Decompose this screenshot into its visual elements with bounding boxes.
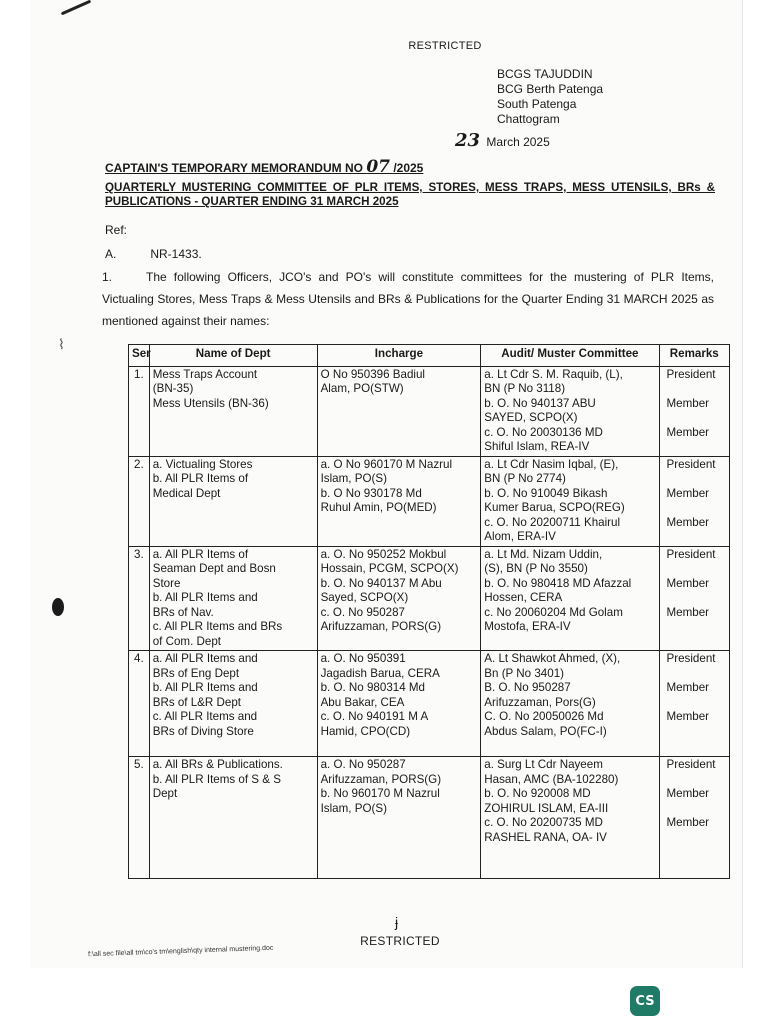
cell-audit-line: a. Lt Cdr Nasim Iqbal, (E), [484,457,619,471]
cell-incharge-line: c. O. No 940191 M A [320,710,429,723]
cell-ser: 2. [129,456,150,546]
cell-incharge-line: Hossain, PCGM, SCPO(X) [320,562,459,575]
cell-incharge [317,757,481,879]
cell-audit-line: Shiful Islam, REA-IV [484,440,590,453]
header-audit: Audit/ Muster Committee [481,345,659,367]
cell-audit-line: b. O. No 980418 MD Afazzal [484,576,632,590]
cell-dept [149,546,317,651]
cell-incharge-line: c. O. No 950287 [320,605,406,619]
cell-remarks-line: Member [666,681,710,694]
paragraph-1 [102,266,714,332]
scanner-logo: CS [630,986,660,1016]
cell-dept-line: Medical Dept [152,486,221,500]
cell-audit [481,456,659,546]
cell-incharge-line: b. O. No 980314 Md [320,681,425,694]
cell-remarks-line: President [666,367,716,381]
cell-incharge-line: Sayed, SCPO(X) [320,591,409,604]
cell-audit [481,651,659,757]
header-ser: Ser [129,345,150,367]
cell-remarks [659,546,729,651]
memo-subject: QUARTERLY MUSTERING COMMITTEE OF PLR ITEMS, STORES, MESS TRAPS, MESS UTENSILS, BRs & PUBLICATIONS - QUARTER ENDING 31 MARCH 2025 [105,181,715,208]
table-header-row [129,345,730,367]
date-month-year: March 2025 [486,135,550,149]
cell-incharge-line: Arifuzzaman, PORS(G) [320,772,442,786]
memo-title-suffix: /2025 [393,161,424,175]
pen-tick-mark: ɉ [395,914,399,930]
cell-audit-line: C. O. No 20050026 Md [484,710,604,723]
cell-remarks-line: Member [666,515,710,529]
cell-remarks-line: Member [666,425,710,439]
cell-remarks-line [663,667,726,682]
cell-audit-line: c. No 20060204 Md Golam [484,605,623,619]
cell-remarks-line: President [666,758,716,771]
cell-audit-line: c. O. No 20200711 Khairul [484,515,621,529]
cell-audit-line: Kumer Barua, SCPO(REG) [484,501,625,514]
cell-incharge-line: a. O. No 950287 [320,758,406,771]
cell-audit-line: b. O. No 940137 ABU [484,396,596,410]
memo-date [455,130,550,151]
cell-audit-line: ZOHIRUL ISLAM, EA-III [484,801,609,815]
cell-dept-line: BRs of L&R Dept [152,695,241,709]
cell-dept-line: BRs of Eng Dept [152,666,240,680]
table-row [129,366,730,456]
cell-remarks-line: Member [666,816,710,829]
cell-dept-line: Mess Traps Account [152,367,258,381]
cell-incharge-line: Arifuzzaman, PORS(G) [320,620,442,633]
cell-dept-line: BRs of Nav. [152,605,214,619]
cell-remarks-line [663,802,726,817]
cell-dept-line: Mess Utensils (BN-36) [152,396,269,410]
cell-incharge-line: a. O No 960170 M Nazrul [320,457,453,471]
cell-audit-line: (S), BN (P No 3550) [484,562,588,575]
cell-incharge [317,456,481,546]
cell-remarks-line: Member [666,710,710,723]
cell-remarks [659,456,729,546]
cell-audit-line: Bn (P No 3401) [484,666,564,680]
handwritten-memo-number: 07 [366,157,390,177]
cell-dept-line: (BN-35) [152,382,194,395]
cell-incharge-line: O No 950396 Badiul [320,367,425,381]
cell-dept-line: a. All BRs & Publications. [152,758,283,771]
header-remarks: Remarks [659,345,729,367]
cell-dept-line: Store [152,576,181,590]
punch-hole [52,598,64,616]
header-dept: Name of Dept [149,345,317,367]
cell-audit-line: BN (P No 3118) [484,382,566,395]
cell-dept-line: Seaman Dept and Bosn [152,562,276,575]
cell-dept [149,651,317,757]
address-line: BCGS TAJUDDIN [497,67,593,81]
cell-dept-line: Dept [152,787,178,800]
cell-audit-line: RASHEL RANA, OA- IV [484,830,607,844]
cell-dept-line: a. All PLR Items of [152,547,249,561]
cell-remarks-line: Member [666,396,710,410]
cell-audit-line: A. Lt Shawkot Ahmed, (X), [484,652,621,665]
cell-remarks-line [663,411,726,426]
cell-audit-line: c. O. No 20200735 MD [484,816,603,829]
cell-audit-line: Hasan, AMC (BA-102280) [484,772,619,786]
cell-dept-line: b. All PLR Items of S & S [152,772,281,786]
cell-dept-line: b. All PLR Items and [152,591,258,604]
cell-dept-line: a. All PLR Items and [152,652,258,665]
cell-incharge-line: Abu Bakar, CEA [320,695,405,709]
cell-dept [149,757,317,879]
table-body [129,366,730,879]
cell-audit-line: b. O. No 910049 Bikash [484,486,608,500]
cell-remarks [659,651,729,757]
cell-remarks-line [663,382,726,397]
cell-incharge-line: b. O. No 940137 M Abu [320,576,442,590]
cell-remarks [659,757,729,879]
cell-dept-line: of Com. Dept [152,634,222,648]
cell-remarks-line [663,591,726,606]
cell-audit-line: Mostofa, ERA-IV [484,620,571,633]
ref-label: Ref: [105,223,128,237]
margin-mark: ⌇ [58,336,65,352]
cell-audit-line: Arifuzzaman, Pors(G) [484,695,596,709]
paragraph-text: The following Officers, JCO's and PO's will constitute committees for the mustering of PLR Items, Victualing Stores, Mess Traps & Mess Utensils and BRs & Publications for the Quarter Ending 31 MARCH 2025 as mentioned against their names: [102,270,714,328]
cell-audit-line: a. Surg Lt Cdr Nayeem [484,758,603,771]
cell-audit-line: Alom, ERA-IV [484,530,556,543]
memo-title [105,157,423,177]
cell-dept [149,456,317,546]
cell-incharge-line: Ruhul Amin, PO(MED) [320,501,437,514]
table-row [129,757,730,879]
cell-incharge-line: Alam, PO(STW) [320,382,404,395]
restricted-footer: RESTRICTED [360,934,440,948]
sender-address [497,67,603,127]
cell-remarks-line [663,472,726,487]
cell-ser: 4. [129,651,150,757]
address-line: South Patenga [497,97,577,111]
cell-incharge-line: Hamid, CPO(CD) [320,724,411,738]
cell-audit [481,546,659,651]
ref-item-text: NR-1433. [150,247,202,261]
cell-remarks-line: Member [666,787,710,800]
cell-dept-line: BRs of Diving Store [152,724,254,738]
cell-audit [481,366,659,456]
table-row [129,651,730,757]
cell-ser: 1. [129,366,150,456]
handwritten-day: 23 [455,130,481,151]
ref-item-index: A. [105,247,117,261]
cell-audit-line: a. Lt Cdr S. M. Raquib, (L), [484,367,623,381]
cell-audit [481,757,659,879]
cell-dept-line: b. All PLR Items and [152,681,258,694]
address-line: BCG Berth Patenga [497,82,604,96]
table-row [129,546,730,651]
committee-table [128,344,730,879]
cell-remarks-line [663,773,726,788]
table-row [129,456,730,546]
paragraph-index: 1. [102,270,113,284]
cell-audit-line: b. O. No 920008 MD [484,787,591,800]
cell-remarks-line: Member [666,576,710,590]
header-incharge: Incharge [317,345,481,367]
cell-incharge-line: Jagadish Barua, CERA [320,666,440,680]
memo-title-prefix: CAPTAIN'S TEMPORARY MEMORANDUM NO [105,161,363,175]
cell-audit-line: Hossen, CERA [484,591,563,604]
cell-remarks-line: Member [666,605,710,619]
cell-remarks-line [663,562,726,577]
cell-remarks-line [663,501,726,516]
cell-incharge-line: b. O No 930178 Md [320,486,422,500]
cell-audit-line: a. Lt Md. Nizam Uddin, [484,547,603,561]
cell-incharge [317,366,481,456]
ref-item [105,247,202,261]
cell-incharge [317,651,481,757]
cell-remarks-line [663,696,726,711]
restricted-header: RESTRICTED [408,40,482,52]
cell-remarks-line: President [666,457,716,471]
cell-remarks-line: Member [666,486,710,500]
cell-remarks-line: President [666,652,716,665]
cell-dept-line: a. Victualing Stores [152,457,253,471]
cell-audit-line: B. O. No 950287 [484,681,571,694]
cell-audit-line: BN (P No 2774) [484,472,566,485]
cell-dept-line: c. All PLR Items and [152,710,258,723]
cell-ser: 3. [129,546,150,651]
cell-incharge-line: b. No 960170 M Nazrul [320,787,440,800]
cell-dept-line: b. All PLR Items of [152,472,249,485]
cell-remarks [659,366,729,456]
cell-dept-line: c. All PLR Items and BRs [152,620,283,633]
cell-incharge-line: a. O. No 950391 [320,652,406,665]
cell-audit-line: c. O. No 20030136 MD [484,425,603,439]
address-line: Chattogram [497,112,560,126]
cell-dept [149,366,317,456]
cell-incharge-line: Islam, PO(S) [320,801,387,815]
cell-ser: 5. [129,757,150,879]
file-path: f:\all sec file\all tm\co's tm\english\qty internal mustering.doc [87,944,274,959]
cell-audit-line: Abdus Salam, PO(FC-I) [484,724,607,738]
cell-incharge-line: Islam, PO(S) [320,472,387,485]
cell-remarks-line: President [666,547,716,561]
cell-incharge-line: a. O. No 950252 Mokbul [320,547,447,561]
cell-incharge [317,546,481,651]
cell-audit-line: SAYED, SCPO(X) [484,411,578,424]
